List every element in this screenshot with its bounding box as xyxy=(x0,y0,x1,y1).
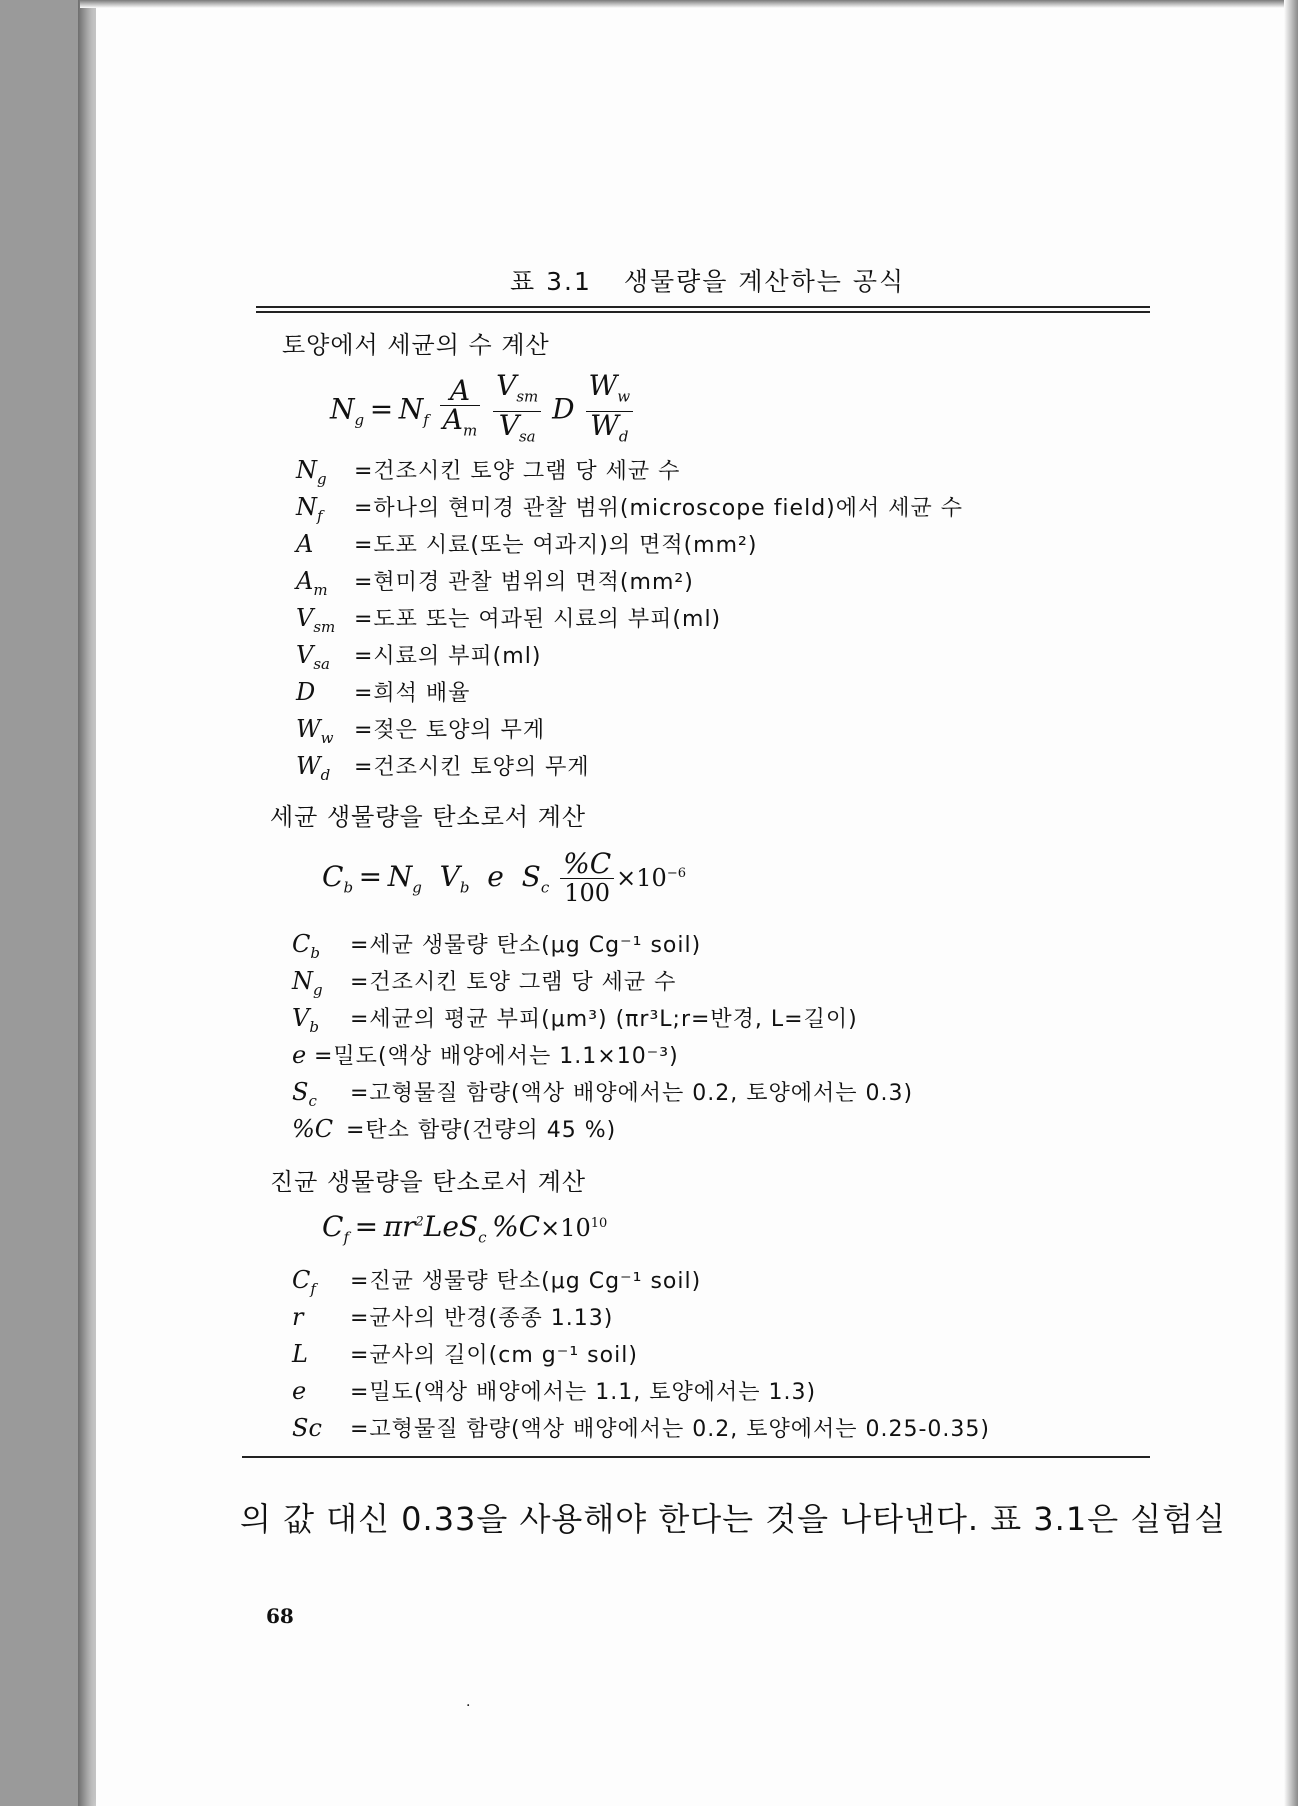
formula-fungal-biomass: $C_f = \pi r^2LeS_c$ $\%C\times 10^{10}$ xyxy=(322,1210,608,1247)
definition-row: $N_g$ =건조시킨 토양 그램 당 세균 수 xyxy=(296,456,681,488)
table-top-rule xyxy=(256,306,1150,308)
definition-row: $W_w$ =젖은 토양의 무게 xyxy=(296,715,546,747)
definition-row: $W_d$ =건조시킨 토양의 무게 xyxy=(296,752,590,784)
definition-row: e =밀도(액상 배양에서는 1.1×10⁻³) xyxy=(292,1041,679,1069)
section-heading-fungal-biomass: 진균 생물량을 탄소로서 계산 xyxy=(270,1168,587,1196)
table-caption-title: 생물량을 계산하는 공식 xyxy=(623,267,906,296)
body-paragraph: 의 값 대신 0.33을 사용해야 한다는 것을 나타낸다. 표 3.1은 실험실 xyxy=(240,1500,1227,1538)
table-bottom-rule xyxy=(242,1456,1150,1458)
definition-row: L =균사의 길이(cm g⁻¹ soil) xyxy=(292,1340,638,1368)
definition-row: $C_f$ =진균 생물량 탄소(μg Cg⁻¹ soil) xyxy=(292,1266,702,1298)
definition-row: $V_{sa}$ =시료의 부피(ml) xyxy=(296,641,542,673)
page-right-edge xyxy=(1284,0,1298,1806)
table-caption-label: 표 3.1 xyxy=(510,267,592,296)
formula-bacterial-biomass: $C_b = N_g$ $V_b$ e $S_c$ $\frac{\%C}{100}$ $\times 10^{-6}$ xyxy=(322,847,686,907)
definition-row: r =균사의 반경(종종 1.13) xyxy=(292,1303,614,1331)
table-caption xyxy=(510,262,905,298)
definition-row: %C =탄소 함량(건량의 45 %) xyxy=(292,1115,617,1143)
table-top-rule-double xyxy=(256,311,1150,313)
definition-row: $N_g$ =건조시킨 토양 그램 당 세균 수 xyxy=(292,967,677,999)
definition-row: $A_m$ =현미경 관찰 범위의 면적(mm²) xyxy=(296,567,694,599)
definition-row: A =도포 시료(또는 여과지)의 면적(mm²) xyxy=(296,530,758,558)
definition-row: e =밀도(액상 배양에서는 1.1, 토양에서는 1.3) xyxy=(292,1377,817,1405)
page-number: 68 xyxy=(266,1604,294,1628)
definition-row: $V_b$ =세균의 평균 부피(μm³) (πr³L;r=반경, L=길이) xyxy=(292,1004,858,1036)
definition-row: Sc =고형물질 함량(액상 배양에서는 0.2, 토양에서는 0.25-0.35) xyxy=(292,1414,990,1442)
formula-bacteria-count: $N_g = N_f$ $\frac{A}{A_m}$ $\frac{V_{sm}}{V_{sa}}$ D $\frac{W_w}{W_d}$ xyxy=(330,372,635,450)
definition-row: $N_f$ =하나의 현미경 관찰 범위(microscope field)에서 세균 수 xyxy=(296,493,963,525)
section-heading-bacteria-count: 토양에서 세균의 수 계산 xyxy=(282,331,550,359)
definition-row: D =희석 배율 xyxy=(296,678,471,706)
definition-row: $S_c$ =고형물질 함량(액상 배양에서는 0.2, 토양에서는 0.3) xyxy=(292,1078,914,1110)
definition-row: $C_b$ =세균 생물량 탄소(μg Cg⁻¹ soil) xyxy=(292,930,702,962)
section-heading-bacterial-biomass: 세균 생물량을 탄소로서 계산 xyxy=(270,803,587,831)
definition-row: $V_{sm}$ =도포 또는 여과된 시료의 부피(ml) xyxy=(296,604,722,636)
page-top-edge xyxy=(80,0,1298,8)
speck: · xyxy=(466,1698,471,1714)
